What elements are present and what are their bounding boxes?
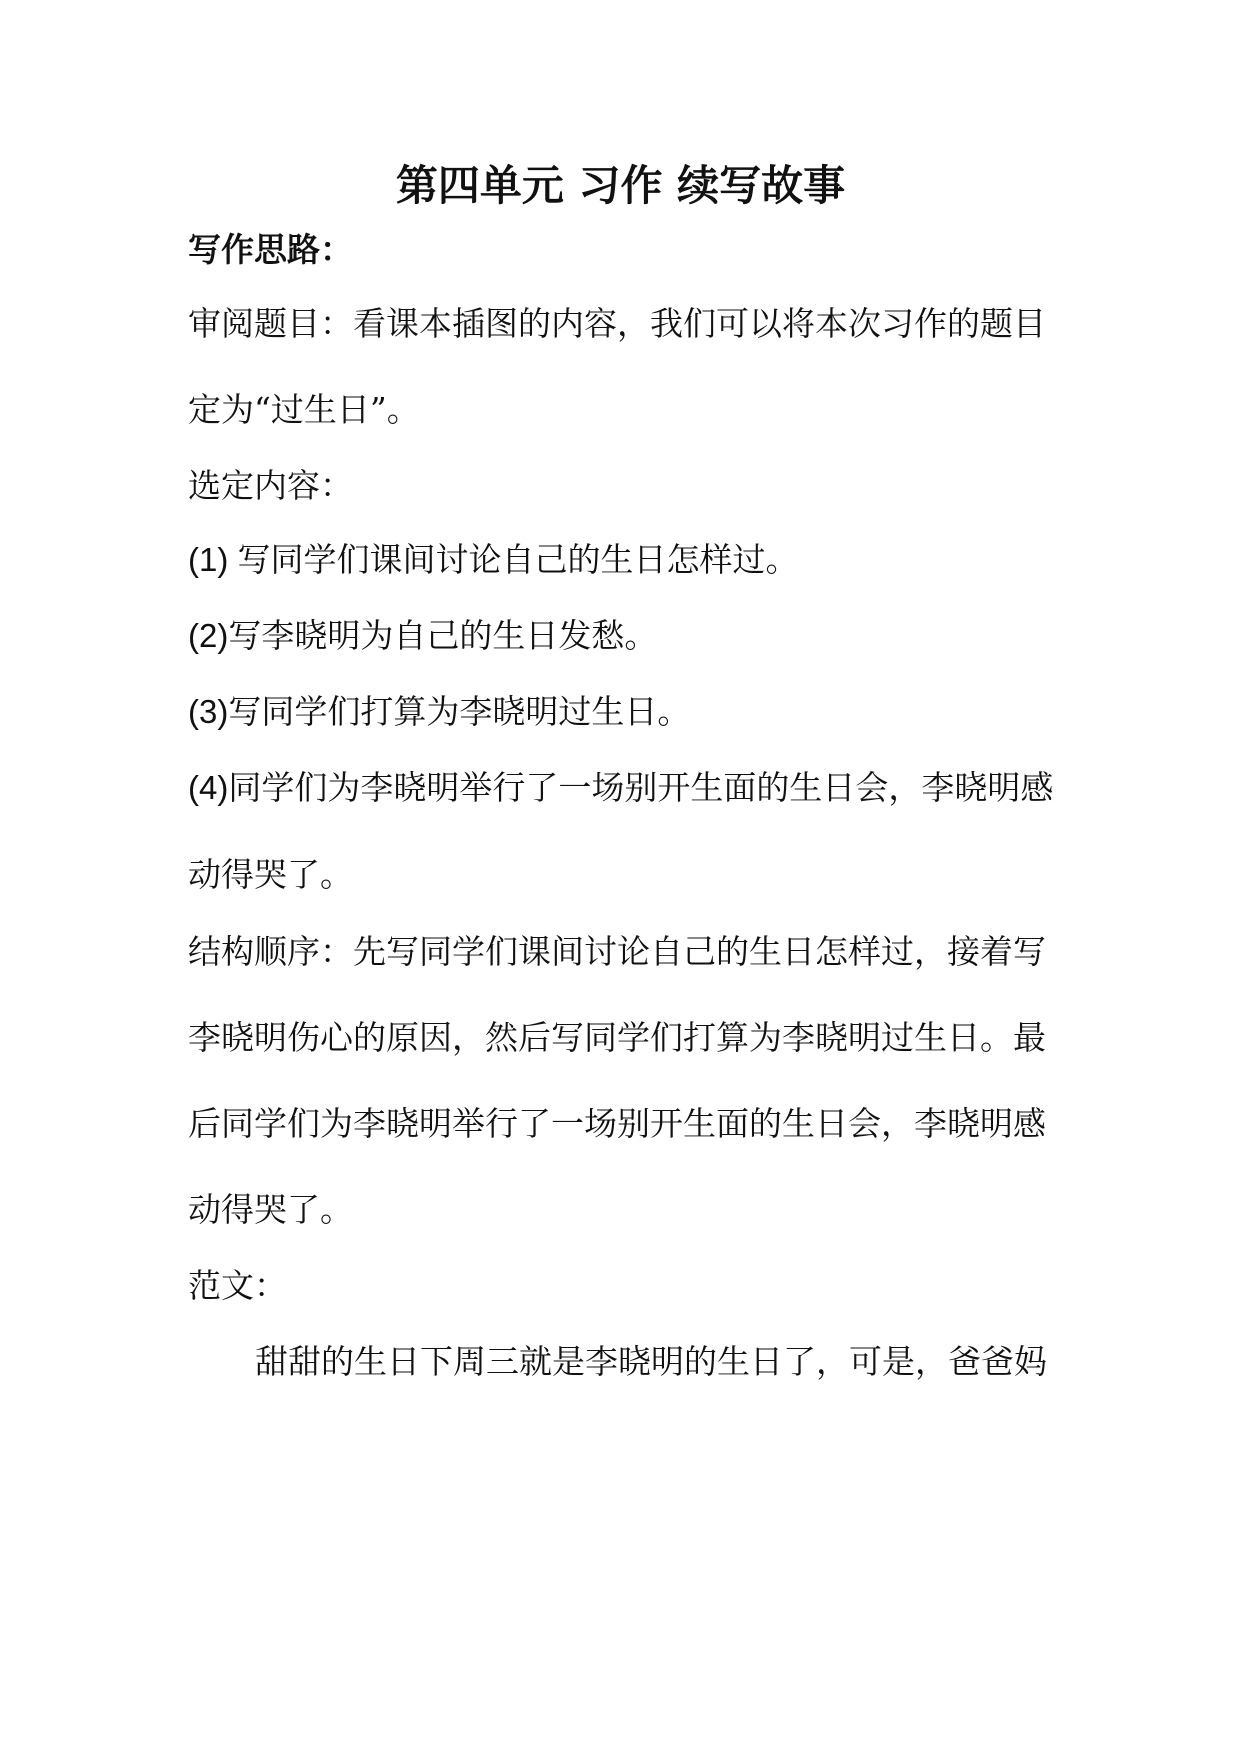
list-item-4 [188,766,1068,810]
list-item-number: (4) [188,769,229,806]
list-item-number: (1) [188,541,238,578]
list-item-1 [188,538,1068,582]
list-item-3 [188,690,1068,734]
list-item-number: (3) [188,693,229,730]
list-item-text: 写同学们打算为李晓明过生日。 [228,692,691,731]
review-topic-line-1: 审阅题目：看课本插图的内容，我们可以将本次习作的题目 [188,304,1046,343]
list-item-text: 写李晓明为自己的生日发愁。 [228,616,658,655]
sample-essay-first-line: 甜甜的生日下周三就是李晓明的生日了，可是，爸爸妈 [255,1342,1047,1381]
select-content-label: 选定内容： [188,466,353,505]
structure-line-1: 结构顺序：先写同学们课间讨论自己的生日怎样过，接着写 [188,932,1046,971]
page-title: 第四单元 习作 续写故事 [395,161,846,210]
review-topic-line-2: 定为“过生日”。 [188,390,420,429]
structure-line-4: 动得哭了。 [188,1190,353,1229]
list-item-2 [188,614,1068,658]
list-item-text: 同学们为李晓明举行了一场别开生面的生日会，李晓明感 [228,768,1054,807]
sample-essay-label: 范文： [188,1266,287,1305]
structure-line-3: 后同学们为李晓明举行了一场别开生面的生日会，李晓明感 [188,1104,1046,1143]
list-item-text: 写同学们课间讨论自己的生日怎样过。 [237,540,799,579]
structure-line-2: 李晓明伤心的原因，然后写同学们打算为李晓明过生日。最 [188,1018,1046,1057]
heading-writing-ideas: 写作思路： [188,230,353,269]
list-item-4-continued: 动得哭了。 [188,855,353,894]
list-item-number: (2) [188,617,229,654]
